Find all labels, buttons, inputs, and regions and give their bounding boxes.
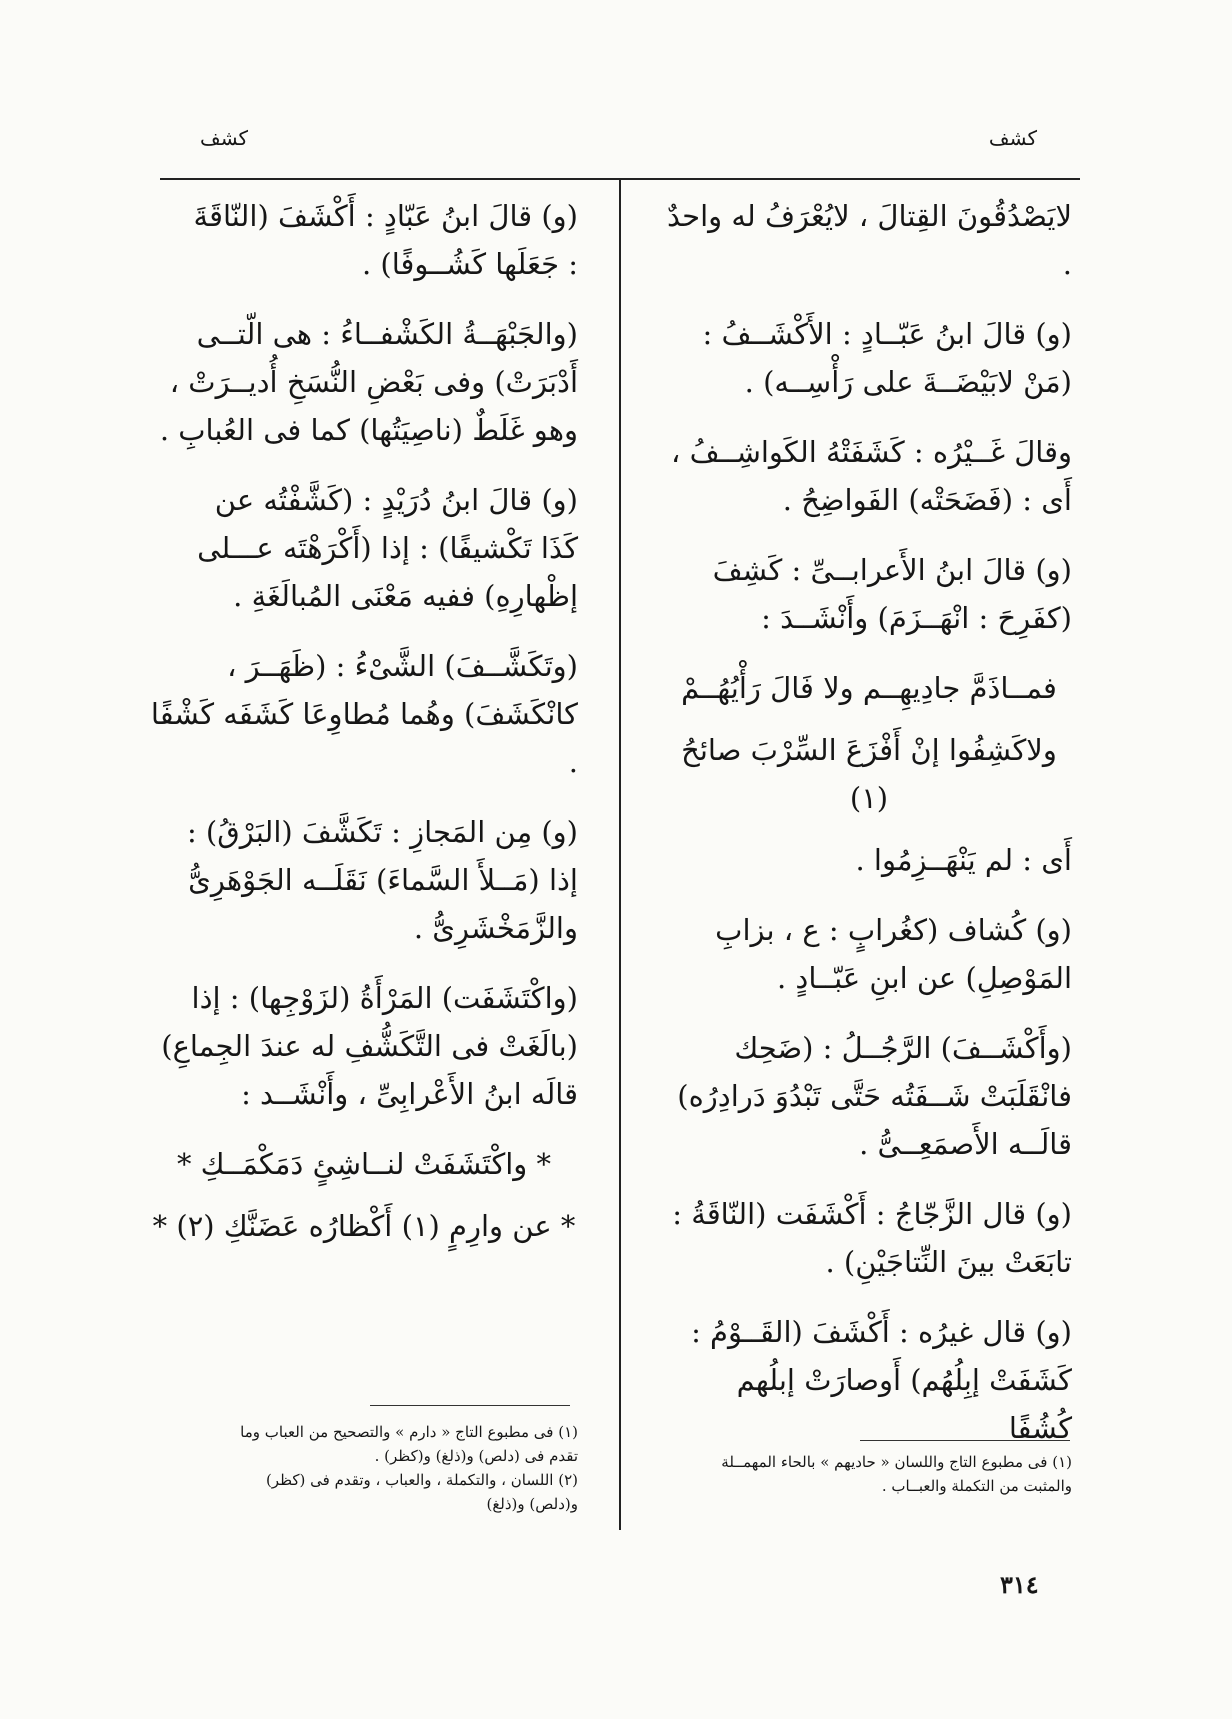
entry-paragraph: (وتَكَشَّــفَ) الشَّىْءُ : (ظَهَــرَ ، كانْكَشَفَ) وهُما مُطاوِعَا كَشَفَه كَشْفًا . [150, 649, 578, 779]
column-divider [619, 178, 621, 1530]
running-head-left: كشف [200, 126, 249, 150]
entry-paragraph: (والجَبْهَــةُ الكَشْفــاءُ : هى الّتــى أَدْبَرَتْ) وفى بَعْضِ النُّسَخِ أُديــرَتْ ، وهو غَلَطٌ (ناصِيَتُها) كما فى العُبابِ . [159, 317, 578, 447]
entry-paragraph: (و) قالَ ابنُ عَبّــادٍ : الأَكْشَــفُ : (مَنْ لابَيْضَــةَ على رَأْسِــه) . [702, 317, 1072, 399]
verse-line: * عن وارِمٍ (١) أَكْظارُه عَضَنَّكِ (٢) * [152, 1209, 576, 1243]
entry-paragraph: (و) قال الزَّجّاجُ : أَكْشَفَت (النّاقَةُ : تابَعَتْ بينَ النِّتاجَيْنِ) . [672, 1197, 1072, 1279]
entry-paragraph: (واكْتَشَفَت) المَرْأَةُ (لزَوْجِها) : إذا (بالَغَتْ فى التَّكَشُّفِ له عندَ الجِماعِ) قالَه ابنُ الأَعْرابِىِّ ، وأَنْشَــد : [161, 981, 578, 1111]
entry-paragraph: أَى : لم يَنْهَــزِمُوا . [855, 843, 1072, 877]
entry-paragraph: وقالَ غَــيْرُه : كَشَفَتْهُ الكَواشِــفُ ، أَى : (فَضَحَتْه) الفَواضِحُ . [670, 435, 1072, 517]
entry-paragraph: (و) قالَ ابنُ عَبّادٍ : أَكْشَفَ (النّاقَةَ : جَعَلَها كَشُــوفًا) . [193, 199, 578, 281]
verse-line: * واكْتَشَفَتْ لنــاشِئٍ دَمَكْمَــكِ * [176, 1147, 552, 1181]
verse-line: فمــاذَمَّ جادِيهِــم ولا فَالَ رَأْيُهُــمْ [681, 671, 1057, 705]
entry-paragraph: (و) قال غيرُه : أَكْشَفَ (القَــوْمُ : كَشَفَتْ إبِلُهُم) أَوصارَتْ إبلُهم كُشُفًا [691, 1315, 1072, 1445]
entry-paragraph: (وأَكْشَــفَ) الرَّجُــلُ : (ضَحِك فانْقَلَبَتْ شَــفَتُه حَتَّى تَبْدُوَ دَرادِرُه) قالَــه الأَصمَعِــىُّ . [677, 1031, 1072, 1161]
left-column [150, 192, 578, 1264]
footnotes-right: (١) فى مطبوع التاج واللسان « حاديهم » بالحاء المهمــلة والمثبت من التكملة والعبــاب . [721, 1453, 1072, 1495]
entry-paragraph: (و) قالَ ابنُ دُرَيْدٍ : (كَشَّفْتُه عن كَذَا تَكْشيفًا) : إذا (أَكْرَهْتَه عـــلى إظْهارِهِ) ففيه مَعْنَى المُبالَغَةِ . [197, 483, 578, 613]
page-number: ٣١٤ [1000, 1570, 1039, 1599]
right-column [666, 192, 1072, 1474]
footnote-rule-right [860, 1440, 1070, 1441]
entry-paragraph: (و) قالَ ابنُ الأَعرابــىِّ : كَشِفَ (كفَرِحَ : انْهَــزَمَ) وأَنْشَــدَ : [712, 553, 1072, 635]
running-head-right: كشف [988, 126, 1037, 150]
entry-paragraph: لايَصْدُقُونَ القِتالَ ، لايُعْرَفُ له واحدٌ . [666, 199, 1072, 281]
verse-line: ولاكَشِفُوا إنْ أَفْزَعَ السِّرْبَ صائحُ (١) [681, 733, 1057, 815]
entry-paragraph: (و) كُشاف (كغُرابٍ : ع ، بزابِ المَوْصِلِ) عن ابنِ عَبّــادٍ . [715, 913, 1072, 995]
footnote-rule-left [370, 1405, 570, 1406]
footnotes-left: (١) فى مطبوع التاج « دارم » والتصحيح من العباب وما تقدم فى (دلص) و(ذلغ) و(كظر) . (٢) اللسان ، والتكملة ، والعباب ، وتقدم فى (كظر) و(دلص) و(ذلغ) [240, 1423, 578, 1513]
entry-paragraph: (و) مِن المَجازِ : تَكَشَّفَ (البَرْقُ) : إذا (مَــلأَ السَّماءَ) نَقَلَــه الجَوْهَرِىُّ والزَّمَخْشَرِىُّ . [186, 815, 578, 945]
